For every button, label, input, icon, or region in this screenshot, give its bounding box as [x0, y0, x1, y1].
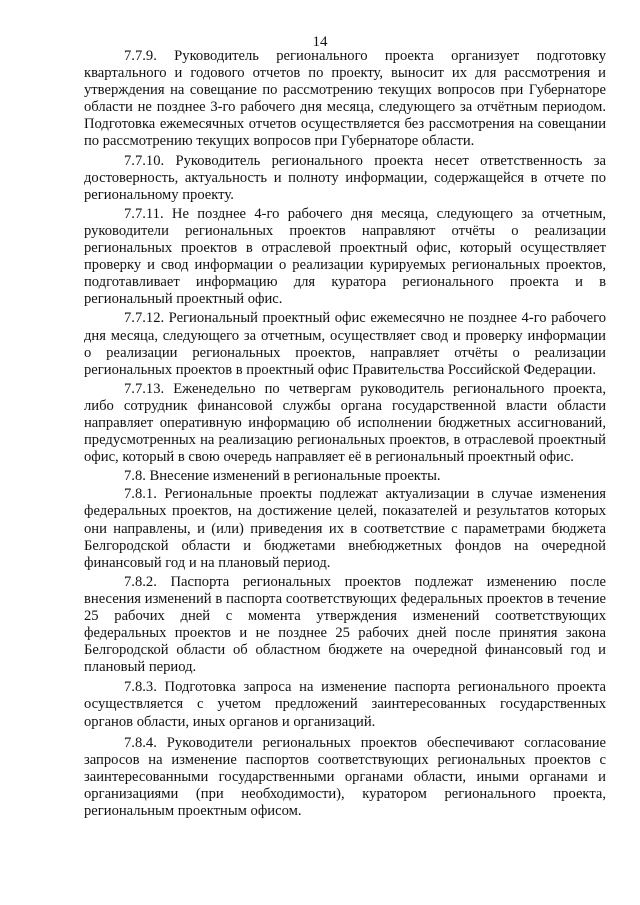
paragraph-7-7-11: 7.7.11. Не позднее 4-го рабочего дня месяца, следующего за отчетным, руководители региональных проектов направляют отчёты о реализации региональных проектов в отраслевой проектный офис, который осуществляет проверку и свод информации о реализации курируемых региональных проектов, подготавливает информацию для куратора регионального проекта и в региональный проектный офис. [84, 205, 606, 308]
paragraph-7-7-10: 7.7.10. Руководитель регионального проекта несет ответственность за достоверность, актуальность и полноту информации, содержащейся в отчете по региональному проекту. [84, 152, 606, 203]
paragraph-7-7-9: 7.7.9. Руководитель регионального проекта организует подготовку квартального и годового отчетов по проекту, выносит их для рассмотрения и утверждения на совещание по рассмотрению текущих вопросов при Губернаторе области не позднее 3-го рабочего дня месяца, следующего за отчётным периодом. Подготовка ежемесячных отчетов осуществляется без рассмотрения на совещании по рассмотрению текущих вопросов при Губернаторе области. [84, 48, 606, 150]
section-heading-7-8: 7.8. Внесение изменений в региональные проекты. [124, 468, 441, 485]
paragraph-7-8-3: 7.8.3. Подготовка запроса на изменение паспорта регионального проекта осуществляется с учетом предложений заинтересованных государственных органов области, иных органов и организаций. [84, 679, 606, 730]
paragraph-7-8-2: 7.8.2. Паспорта региональных проектов подлежат изменению после внесения изменений в паспорта соответствующих федеральных проектов в течение 25 рабочих дней с момента утверждения изменений соответствующих федеральных проектов и не позднее 25 рабочих дней после принятия закона Белгородской области об областном бюджете на очередной финансовый год и плановый период. [84, 573, 606, 676]
paragraph-7-8-1: 7.8.1. Региональные проекты подлежат актуализации в случае изменения федеральных проектов, на достижение целей, показателей и результатов которых они направлены, и (или) приведения их в соответствие с параметрами бюджета Белгородской области и бюджетами внебюджетных фондов на очередной финансовый год и на плановый период. [84, 486, 606, 571]
paragraph-7-7-12: 7.7.12. Региональный проектный офис ежемесячно не позднее 4-го рабочего дня месяца, следующего за отчетным, осуществляет свод и проверку информации о реализации региональных проектов, направляет отчёты о реализации региональных проектов в проектный офис Правительства Российской Федерации. [84, 310, 606, 378]
paragraph-7-7-13: 7.7.13. Еженедельно по четвергам руководитель регионального проекта, либо сотрудник финансовой службы органа государственной власти области направляет оперативную информацию об исполнении бюджетных ассигнований, предусмотренных на реализацию региональных проектов, в отраслевой проектный офис, который в свою очередь направляет её в региональный проектный офис. [84, 380, 606, 466]
paragraph-7-8-4: 7.8.4. Руководители региональных проектов обеспечивают согласование запросов на изменение паспортов соответствующих региональных проектов с заинтересованными государственными органами области, иными органами и организациями (при необходимости), куратором регионального проекта, региональным проектным офисом. [84, 734, 606, 820]
page-number: 14 [312, 34, 328, 50]
document-body [84, 48, 606, 820]
